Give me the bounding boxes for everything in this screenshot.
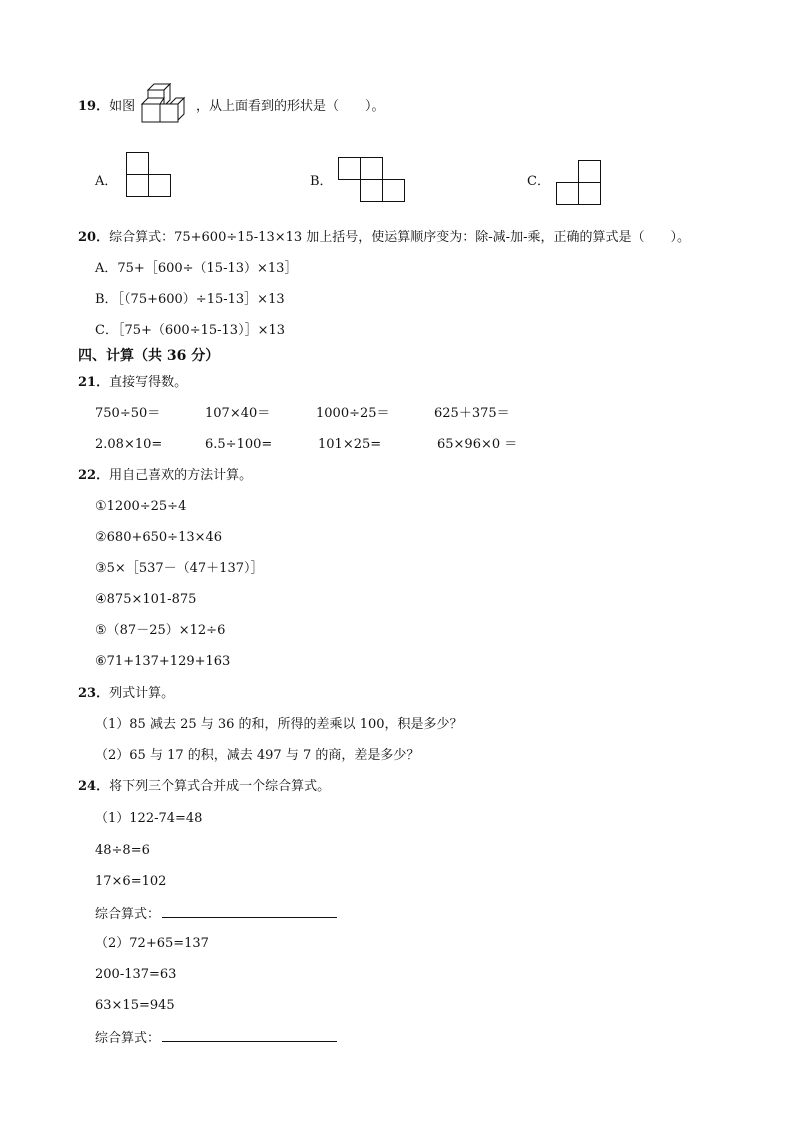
combined-label: 综合算式：	[95, 1031, 161, 1046]
combined-label: 综合算式：	[95, 907, 161, 922]
q24-part1-line: 48÷8=6	[95, 843, 150, 858]
q24-text: 将下列三个算式合并成一个综合算式。	[109, 779, 331, 794]
q21-item: 107×40＝	[205, 406, 271, 421]
q22-number: 22．	[78, 468, 110, 483]
q20-stem	[78, 230, 690, 246]
q21-text: 直接写得数。	[109, 375, 188, 390]
q24-part1-line: （1）122-74=48	[95, 811, 203, 826]
q21-item: 101×25=	[318, 437, 382, 452]
q19-option-b[interactable]: B．	[310, 174, 333, 189]
q19-option-c[interactable]: C．	[527, 174, 550, 189]
q20-option-b[interactable]: B．［（75+600）÷15-13］×13	[95, 292, 285, 307]
answer-blank[interactable]	[162, 905, 337, 918]
q22-item: ④875×101-875	[95, 592, 197, 607]
q21-item: 6.5÷100=	[205, 437, 273, 452]
q24-part2-line: （2）72+65=137	[95, 936, 209, 951]
q22-text: 用自己喜欢的方法计算。	[109, 468, 253, 483]
q22-item: ⑤（87－25）×12÷6	[95, 623, 226, 638]
q22-stem	[78, 468, 252, 484]
q24-part2-answer	[95, 1029, 337, 1047]
q22-item: ⑥71+137+129+163	[95, 654, 231, 669]
q24-part1-line: 17×6=102	[95, 874, 167, 889]
q21-item: 65×96×0 ＝	[437, 437, 518, 452]
q20-option-a[interactable]: A．75+［600÷（15-13）×13］	[95, 261, 298, 276]
q23-item: （1）85 减去 25 与 36 的和，所得的差乘以 100，积是多少？	[95, 717, 463, 732]
q21-item: 2.08×10=	[95, 437, 163, 452]
q21-item: 625＋375＝	[434, 406, 510, 421]
q21-item: 1000÷25＝	[316, 406, 390, 421]
q24-part2-line: 200-137=63	[95, 967, 177, 982]
q19-pre: 如图	[109, 99, 136, 114]
q24-part1-answer	[95, 905, 337, 923]
q22-item: ③5×［537－（47＋137）］	[95, 561, 264, 576]
q24-stem	[78, 779, 330, 795]
q22-item: ①1200÷25÷4	[95, 499, 187, 514]
section-heading: 四、计算（共 36 分）	[78, 348, 220, 364]
q23-item: （2）65 与 17 的积，减去 497 与 7 的商，差是多少？	[95, 748, 420, 763]
q21-stem	[78, 375, 187, 391]
q21-number: 21．	[78, 375, 110, 390]
q19-post: ，从上面看到的形状是（ ）。	[196, 99, 385, 114]
q19-number: 19．	[78, 99, 110, 114]
q19-option-a[interactable]: A．	[95, 174, 118, 189]
q22-item: ②680+650÷13×46	[95, 530, 223, 545]
q20-text: 综合算式：75+600÷15-13×13 加上括号，使运算顺序变为：除-减-加-乘，正确的算式是（ ）。	[109, 230, 690, 245]
q23-text: 列式计算。	[109, 686, 175, 701]
q19-cube-figure	[134, 82, 190, 130]
q20-option-c[interactable]: C．［75+（600÷15-13）］×13	[95, 323, 285, 338]
q24-part2-line: 63×15=945	[95, 998, 175, 1013]
q23-stem	[78, 686, 174, 702]
q23-number: 23．	[78, 686, 110, 701]
answer-blank[interactable]	[162, 1029, 337, 1042]
q24-number: 24．	[78, 779, 110, 794]
q20-number: 20．	[78, 230, 110, 245]
q19-stem	[78, 99, 135, 115]
q21-item: 750÷50＝	[95, 406, 161, 421]
